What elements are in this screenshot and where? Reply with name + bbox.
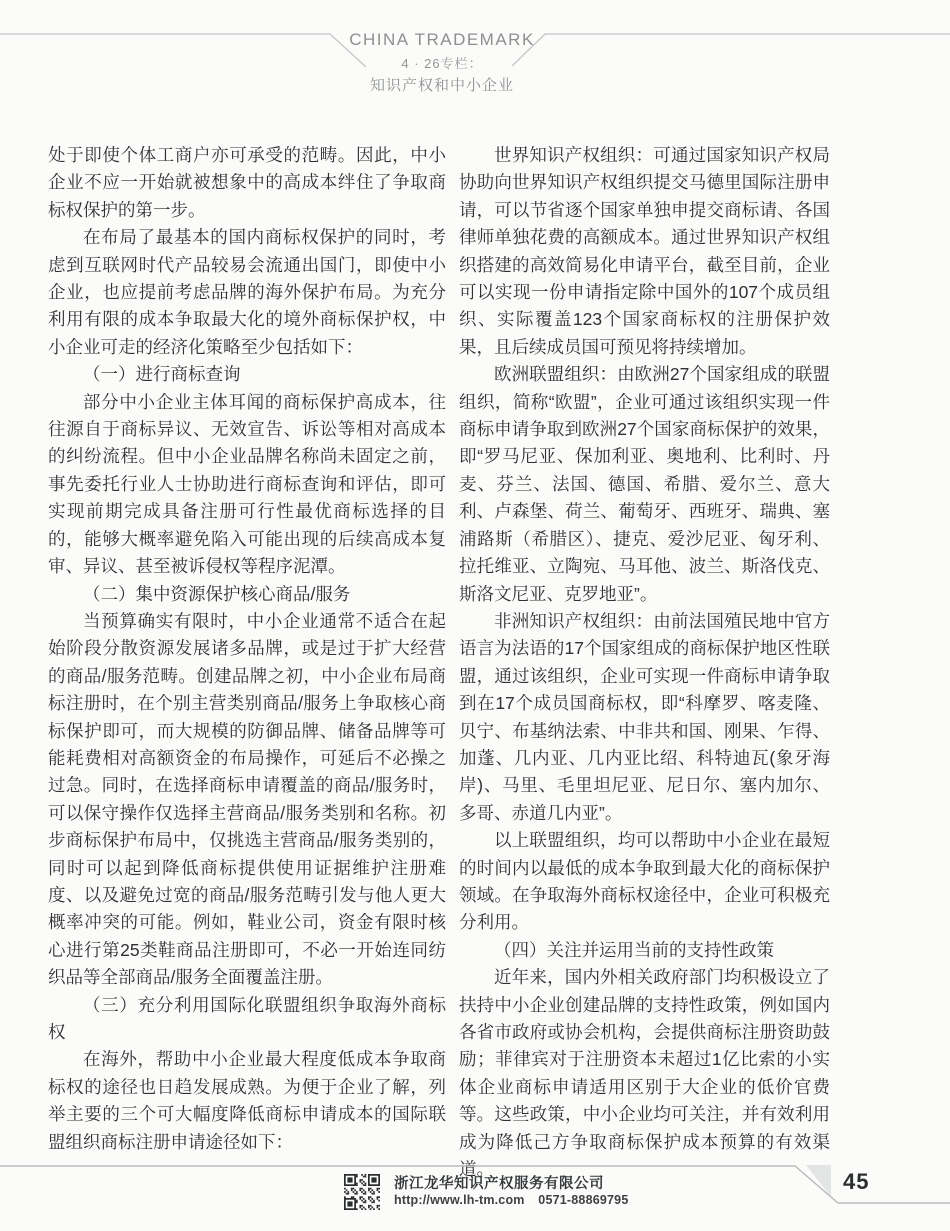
- phone-number: 0571-88869795: [538, 1193, 629, 1207]
- right-column: [459, 142, 830, 1183]
- website-url: http://www.lh-tm.com: [394, 1193, 525, 1207]
- body-paragraph: 近年来，国内外相关政府部门均积极设立了扶持中小企业创建品牌的支持性政策，例如国内各省市政府或协会机构，会提供商标注册资助鼓励；菲律宾对于注册资本未超过1亿比索的小实体企业商标申请适用区别于大企业的低价官费等。这些政策，中小企业均可关注，并有效利用成为降低己方争取商标保护成本预算的有效渠道。: [459, 967, 830, 1180]
- page-number-triangle: [806, 1165, 831, 1197]
- page-number: 45: [843, 1169, 870, 1194]
- section-heading: （二）集中资源保护核心商品/服务: [83, 583, 351, 604]
- left-column: [48, 142, 446, 1156]
- body-paragraph: 当预算确实有限时，中小企业通常不适合在起始阶段分散资源发展诸多品牌，或是过于扩大经营的商品/服务范畴。创建品牌之初，中小企业布局商标注册时，在个别主营类别商品/服务上争取核心商标保护即可，而大规模的防御品牌、储备品牌等可能耗费相对高额资金的布局操作，可延后不必操之过急。同时，在选择商标申请覆盖的商品/服务时，可以保守操作仅选择主营商品/服务类别和名称。初步商标保护布局中，仅挑选主营商品/服务类别的，同时可以起到降低商标提供使用证据维护注册难度、以及避免过宽的商品/服务范畴引发与他人更大概率冲突的可能。例如，鞋业公司，资金有限时核心进行第25类鞋商品注册即可，不必一开始连同纺织品等全部商品/服务全面覆盖注册。: [48, 610, 446, 988]
- body-paragraph: 部分中小企业主体耳闻的商标保护高成本，往往源自于商标异议、无效宣告、诉讼等相对高成本的纠纷流程。但中小企业品牌名称尚未固定之前，事先委托行业人士协助进行商标查询和评估，即可实现前期完成具备注册可行性最优商标选择的目的，能够大概率避免陷入可能出现的后续高成本复审、异议、甚至被诉侵权等程序泥潭。: [48, 391, 446, 577]
- body-paragraph: 在布局了最基本的国内商标权保护的同时，考虑到互联网时代产品较易会流通出国门，即使中小企业，也应提前考虑品牌的海外保护布局。为充分利用有限的成本争取最大化的境外商标保护权，中小企业可走的经济化策略至少包括如下：: [48, 227, 446, 357]
- footer-contact: [394, 1193, 628, 1207]
- section-heading: （四）关注并运用当前的支持性政策: [494, 939, 774, 960]
- body-paragraph: 处于即使个体工商户亦可承受的范畴。因此，中小企业不应一开始就被想象中的高成本绊住了争取商标权保护的第一步。: [48, 145, 446, 220]
- column-number-subtitle: 4 · 26专栏：: [401, 56, 483, 71]
- body-paragraph: 世界知识产权组织：可通过国家知识产权局协助向世界知识产权组织提交马德里国际注册申请，可以节省逐个国家单独申提交商标请、各国律师单独花费的高额成本。通过世界知识产权组织搭建的高效简易化申请平台，截至目前，企业可以实现一份申请指定除中国外的107个成员组织、实际覆盖123个国家商标权的注册保护效果，且后续成员国可预见将持续增加。: [459, 145, 830, 357]
- company-name: 浙江龙华知识产权服务有限公司: [394, 1176, 604, 1192]
- qr-code: [344, 1174, 380, 1210]
- body-paragraph: 以上联盟组织，均可以帮助中小企业在最短的时间内以最低的成本争取到最大化的商标保护领域。在争取海外商标权途径中，企业可积极充分利用。: [459, 830, 830, 933]
- section-heading: （一）进行商标查询: [83, 364, 241, 385]
- section-heading: （三）充分利用国际化联盟组织争取海外商标权: [48, 994, 446, 1042]
- magazine-title: CHINA TRADEMARK: [349, 30, 535, 49]
- body-paragraph: 非洲知识产权组织：由前法国殖民地中官方语言为法语的17个国家组成的商标保护地区性联盟，通过该组织，企业可实现一件商标申请争取到在17个成员国商标权，即“科摩罗、喀麦隆、贝宁、布基纳法索、中非共和国、刚果、乍得、加蓬、几内亚、几内亚比绍、科特迪瓦(象牙海岸)、马里、毛里坦尼亚、尼日尔、塞内加尔、多哥、赤道几内亚”。: [459, 610, 830, 823]
- column-topic-subtitle: 知识产权和中小企业: [369, 77, 515, 94]
- body-paragraph: 在海外，帮助中小企业最大程度低成本争取商标权的途径也日趋发展成熟。为便于企业了解，列举主要的三个可大幅度降低商标申请成本的国际联盟组织商标注册申请途径如下：: [48, 1049, 446, 1152]
- body-paragraph: 欧洲联盟组织：由欧洲27个国家组成的联盟组织，简称“欧盟”，企业可通过该组织实现一件商标申请争取到欧洲27个国家商标保护的效果，即“罗马尼亚、保加利亚、奥地利、比利时、丹麦、芬兰、法国、德国、希腊、爱尔兰、意大利、卢森堡、荷兰、葡萄牙、西班牙、瑞典、塞浦路斯（希腊区）、捷克、爱沙尼亚、匈牙利、拉托维亚、立陶宛、马耳他、波兰、斯洛伐克、斯洛文尼亚、克罗地亚”。: [459, 364, 830, 604]
- page-header: [349, 30, 535, 95]
